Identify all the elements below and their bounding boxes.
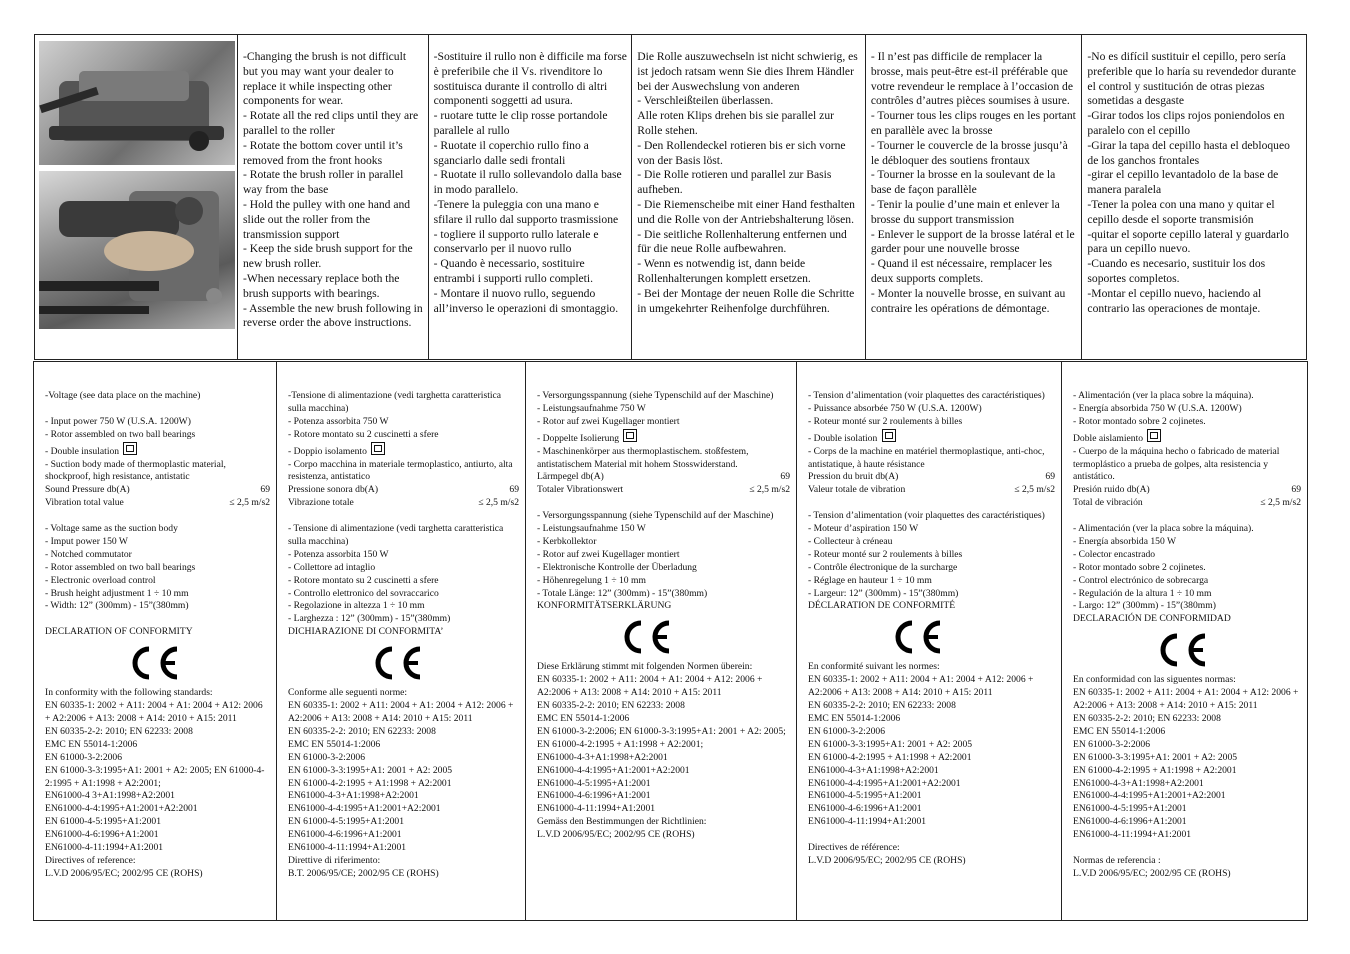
insulation-line: - Double isolation [808,429,1055,446]
sound-pressure-row: Lärmpegel db(A) 69 [537,471,790,483]
vibration-row: Vibrazione totale ≤ 2,5 m/s2 [288,497,519,509]
spec-body: - Corps de la machine en matériel thermoplastique, anti-choc, antistatique, à haute résistance [808,445,1045,470]
instructions-es: -No es difícil sustituir el cepillo, pero sería preferible que lo haría su revendedor durante el control y sustitución de otras piezas sometidas a desgaste -Girar todos los clips rojos poniendolos en paralelo con el cepillo -Girar la tapa del cepillo hasta el debloqueo de los ganchos frontales -girar el cepillo levantadolo de la base de manera paralela -Tener la polea con una mano y quitar el cepillo desde el soporte transmisión -quitar el soporte cepillo lateral y guardarlo para un cepillo nuevo. -Cuando es necesario, sustituir los dos soportes completos. -Montar el cepillo nuevo, haciendo al contrario las operaciones de montaje. [1081,35,1306,359]
technical-data-section [33,361,1308,921]
instructions-it: -Sostituire il rullo non è difficile ma forse è preferibile che il Vs. rivenditore lo sostituisca durante il controllo di altri componenti soggetti ad usura. - ruotare tutte le clip rosse portandole parallele al rullo - Ruotate il coperchio rullo fino a sganciarlo dalle sedi frontali - Ruotate il rullo sollevandolo dalla base in modo parallelo. -Tenere la puleggia con una mano e sfilare il rullo dal supporto trasmissione - togliere il supporto rullo laterale e conservarlo per il nuovo rullo - Quando è necessario, sostituire entrambi i supporti rullo completi. - Montare il nuovo rullo, seguendo all’inverso le operazioni di smontaggio. [428,35,632,359]
spec-motor: - Versorgungsspannung (siehe Typenschild auf der Maschine) - Leistungsaufnahme 750 W - Rotor auf zwei Kugellager montiert [537,390,774,427]
conformity-norms: In conformity with the following standards: EN 60335-1: 2002 + A11: 2004 + A1: 2004 + A12: 2006 + A2:2006 + A13: 2008 + A14: 2010 + A15: 2011 EN 60335-2-2: 2010; EN 62233: 2008 EMC EN 55014-1:2006 EN 61000-3-2:2006 EN 61000-3-3:1995+A1: 2001 + A2: 2005; EN 61000-4-2:1995 + A1:1998 + A2:2001; EN61000-4 3+A1:1998+A2:2001 EN61000-4-4:1995+A1:2001+A2:2001 EN 61000-4-5:1995+A1:2001 EN61000-4-6:1996+A1:2001 EN61000-4-11:1994+A1:2001 Directives of reference: L.V.D 2006/95/EC; 2002/95 CE (ROHS) [45,687,265,879]
spec-brush: - Tension d’alimentation (voir plaquettes des caractéristiques) - Moteur d’aspiration 150 W - Collecteur à créneau - Roteur monté sur 2 roulements à billes - Contrôle électronique de la surcharge - Réglage en hauteur 1 ÷ 10 mm - Largeur: 12” (300mm) - 15”(380mm) DÉCLARATION DE CONFORMITÉ [808,510,1045,612]
insulation-line: - Double insulation [45,442,270,459]
vacuum-brush-photo-1 [39,41,235,165]
spec-body: - Corpo macchina in materiale termoplastico, antiurto, alta resistenza, antistatico [288,458,513,483]
conformity-norms: En conformidad con las siguentes normas: EN 60335-1: 2002 + A11: 2004 + A1: 2004 + A12: 2006 + A2:2006 + A13: 2008 + A14: 2010 + A15: 2011 EN 60335-2-2: 2010; EN 62233: 2008 EMC EN 55014-1:2006 EN 61000-3-2:2006 EN 61000-3-3:1995+A1: 2001 + A2: 2005 EN 61000-4-2:1995 + A1:1998 + A2:2001 EN61000-4-3+A1:1998+A2:2001 EN61000-4-4:1995+A1:2001+A2:2001 EN61000-4-5:1995+A1:2001 EN61000-4-6:1996+A1:2001 EN61000-4-11:1994+A1:2001 Normas de referencia : L.V.D 2006/95/EC; 2002/95 CE (ROHS) [1073,674,1299,879]
ce-mark-icon [366,643,426,683]
ce-mark-icon [1151,630,1211,670]
spec-motor: -Voltage (see data place on the machine) - Input power 750 W (U.S.A. 1200W) - Rotor assembled on two ball bearings [45,390,201,440]
spec-brush: - Tensione di alimentazione (vedi targhetta caratteristica sulla macchina) - Potenza assorbita 150 W - Collettore ad intaglio - Rotore montato su 2 cuscinetti a sfere - Controllo elettronico del sovraccarico - Regolazione in altezza 1 ÷ 10 mm - Larghezza : 12” (300mm) - 15”(380mm) DICHIARAZIONE DI CONFORMITA’ [288,523,504,638]
spec-body: - Cuerpo de la máquina hecho o fabricado de material termoplástico a prueba de golpes, alta resistencia y antistático. [1073,445,1280,483]
ce-mark-icon [886,617,946,657]
instructions-de: Die Rolle auszuwechseln ist nicht schwierig, es ist jedoch ratsam wenn Sie dies Ihrem Händler bei der Auswechslung von anderen - Verschleißteilen überlassen. Alle roten Klips drehen bis sie parallel zur Rolle stehen. - Den Rollendeckel rotieren bis er sich vorne von der Basis löst. - Die Rolle rotieren und parallel zur Basis aufheben. - Die Riemenscheibe mit einer Hand festhalten und die Rolle von der Antriebshalterung lösen. - Die seitliche Rollenhalterung entfernen und für die neue Rolle aufbewahren. - Wenn es notwendig ist, dann beide Rollenhalterungen komplett ersetzen. - Bei der Montage der neuen Rolle die Schritte in umgekehrter Reihenfolge durchführen. [631,35,865,359]
brush-replacement-section [34,34,1307,360]
conformity-norms: Diese Erklärung stimmt mit folgenden Normen überein: EN 60335-1: 2002 + A11: 2004 + A1: 2004 + A12: 2006 + A2:2006 + A13: 2008 + A14: 2010 + A15: 2011 EN 60335-2-2: 2010; EN 62233: 2008 EMC EN 55014-1:2006 EN 61000-3-2:2006; EN 61000-3-3:1995+A1: 2001 + A2: 2005; EN 61000-4-2:1995 + A1:1998 + A2:2001; EN61000-4-3+A1:1998+A2:2001 EN61000-4-4:1995+A1:2001+A2:2001 EN61000-4-5:1995+A1:2001 EN61000-4-6:1996+A1:2001 EN61000-4-11:1994+A1:2001 Gemäss den Bestimmungen der Richtlinien: L.V.D 2006/95/EC; 2002/95 CE (ROHS) [537,661,786,841]
insulation-line: Doble aislamiento [1073,429,1301,446]
double-insulation-icon [123,442,137,455]
insulation-line: - Doppio isolamento [288,442,519,459]
vibration-row: Totaler Vibrationswert ≤ 2,5 m/s2 [537,484,790,496]
spec-motor: -Tensione di alimentazione (vedi targhetta caratteristica sulla macchina) - Potenza assorbita 750 W - Rotore montato su 2 cuscinetti a sfere [288,390,502,440]
instructions-en: -Changing the brush is not difficult but you may want your dealer to replace it while inspecting other components for wear. - Rotate all the red clips until they are parallel to the roller - Rotate the bottom cover until it’s removed from the front hooks - Rotate the brush roller in parallel way from the base - Hold the pulley with one hand and slide out the roller from the transmission support - Keep the side brush support for the new brush roller. -When necessary replace both the brush supports with bearings. - Assemble the new brush following in reverse order the above instructions. [237,35,428,359]
spec-column-de [525,362,796,920]
vibration-row: Valeur totale de vibration ≤ 2,5 m/s2 [808,484,1055,496]
spec-brush: - Versorgungsspannung (siehe Typenschild auf der Maschine) - Leistungsaufnahme 150 W - Kerbkollektor - Rotor auf zwei Kugellager montiert - Elektronische Kontrolle der Überladung - Höhenregelung 1 ÷ 10 mm - Totale Länge: 12” (300mm) - 15”(380mm) KONFORMITÄTSERKLÄRUNG [537,510,774,612]
spec-column-es [1061,362,1307,920]
ce-mark-icon [615,617,675,657]
double-insulation-icon [371,442,385,455]
instructions-fr: - Il n’est pas difficile de remplacer la brosse, mais peut-être est-il préférable que votre revendeur le remplace à l’occasion de contrôles d’autres pièces soumises à usure. - Tourner tous les clips rouges en les portant en parallèle avec la brosse - Tourner le couvercle de la brosse jusqu’à le débloquer des soutiens frontaux - Tourner la brosse en la soulevant de la base de façon parallèle - Tenir la poulie d’une main et enlever la brosse du support transmission - Enlever le support de la brosse latéral et le garder pour une nouvelle brosse - Quand il est nécessaire, remplacer les deux supports complets. - Monter la nouvelle brosse, en suivant au contraire les opérations de démontage. [865,35,1082,359]
double-insulation-icon [1147,429,1161,442]
photo-column [35,35,237,359]
spec-motor: - Tension d’alimentation (voir plaquettes des caractéristiques) - Puissance absorbée 750 W (U.S.A. 1200W) - Roteur monté sur 2 roulements à billes [808,390,1045,427]
spec-body: - Suction body made of thermoplastic material, shockproof, high resistance, antistatic [45,458,226,483]
double-insulation-icon [882,429,896,442]
spec-brush: - Voltage same as the suction body - Imput power 150 W - Notched commutator - Rotor assembled on two ball bearings - Electronic overload control - Brush height adjustment 1 ÷ 10 mm - Width: 12” (300mm) - 15”(380mm) DECLARATION OF CONFORMITY [45,523,196,638]
vacuum-brush-photo-2 [39,171,235,329]
spec-column-en [34,362,276,920]
sound-pressure-row: Pressione sonora db(A) 69 [288,484,519,496]
vibration-row: Vibration total value ≤ 2,5 m/s2 [45,497,270,509]
ce-mark-icon [123,643,183,683]
spec-motor: - Alimentación (ver la placa sobre la máquina). - Energía absorbida 750 W (U.S.A. 1200W) - Rotor montado sobre 2 cojinetes. [1073,390,1254,427]
conformity-norms: Conforme alle seguenti norme: EN 60335-1: 2002 + A11: 2004 + A1: 2004 + A12: 2006 + A2:2006 + A13: 2008 + A14: 2010 + A15: 2011 EN 60335-2-2: 2010; EN 62233: 2008 EMC EN 55014-1:2006 EN 61000-3-2:2006 EN 61000-3-3:1995+A1: 2001 + A2: 2005 EN 61000-4-2:1995 + A1:1998 + A2:2001 EN61000-4-3+A1:1998+A2:2001 EN61000-4-4:1995+A1:2001+A2:2001 EN 61000-4-5:1995+A1:2001 EN61000-4-6:1996+A1:2001 EN61000-4-11:1994+A1:2001 Direttive di riferimento: B.T. 2006/95/CE; 2002/95 CE (ROHS) [288,687,514,879]
double-insulation-icon [623,429,637,442]
sound-pressure-row: Presión ruido db(A) 69 [1073,484,1301,496]
insulation-line: - Doppelte Isolierung [537,429,790,446]
spec-column-fr [796,362,1061,920]
conformity-norms: En conformité suivant les normes: EN 60335-1: 2002 + A11: 2004 + A1: 2004 + A12: 2006 + A2:2006 + A13: 2008 + A14: 2010 + A15: 2011 EN 60335-2-2: 2010; EN 62233: 2008 EMC EN 55014-1:2006 EN 61000-3-2:2006 EN 61000-3-3:1995+A1: 2001 + A2: 2005 EN 61000-4-2:1995 + A1:1998 + A2:2001 EN61000-4-3+A1:1998+A2:2001 EN61000-4-4:1995+A1:2001+A2:2001 EN61000-4-5:1995+A1:2001 EN61000-4-6:1996+A1:2001 EN61000-4-11:1994+A1:2001 Directives de référence: L.V.D 2006/95/EC; 2002/95 CE (ROHS) [808,661,1034,866]
vibration-row: Total de vibración ≤ 2,5 m/s2 [1073,497,1301,509]
spec-body: - Maschinenkörper aus thermoplastischem. stoßfestem, antistatischem Material mit hohem Stosswiderstand. [537,445,749,470]
sound-pressure-row: Sound Pressure db(A) 69 [45,484,270,496]
spec-column-it [276,362,525,920]
spec-brush: - Alimentación (ver la placa sobre la máquina). - Energía absorbida 150 W - Colector encastrado - Rotor montado sobre 2 cojinetes. - Control electrónico de sobrecarga - Regulación de la altura 1 ÷ 10 mm - Largo: 12” (300mm) - 15”(380mm) DECLARACIÓN DE CONFORMIDAD [1073,523,1254,625]
sound-pressure-row: Pression du bruit db(A) 69 [808,471,1055,483]
